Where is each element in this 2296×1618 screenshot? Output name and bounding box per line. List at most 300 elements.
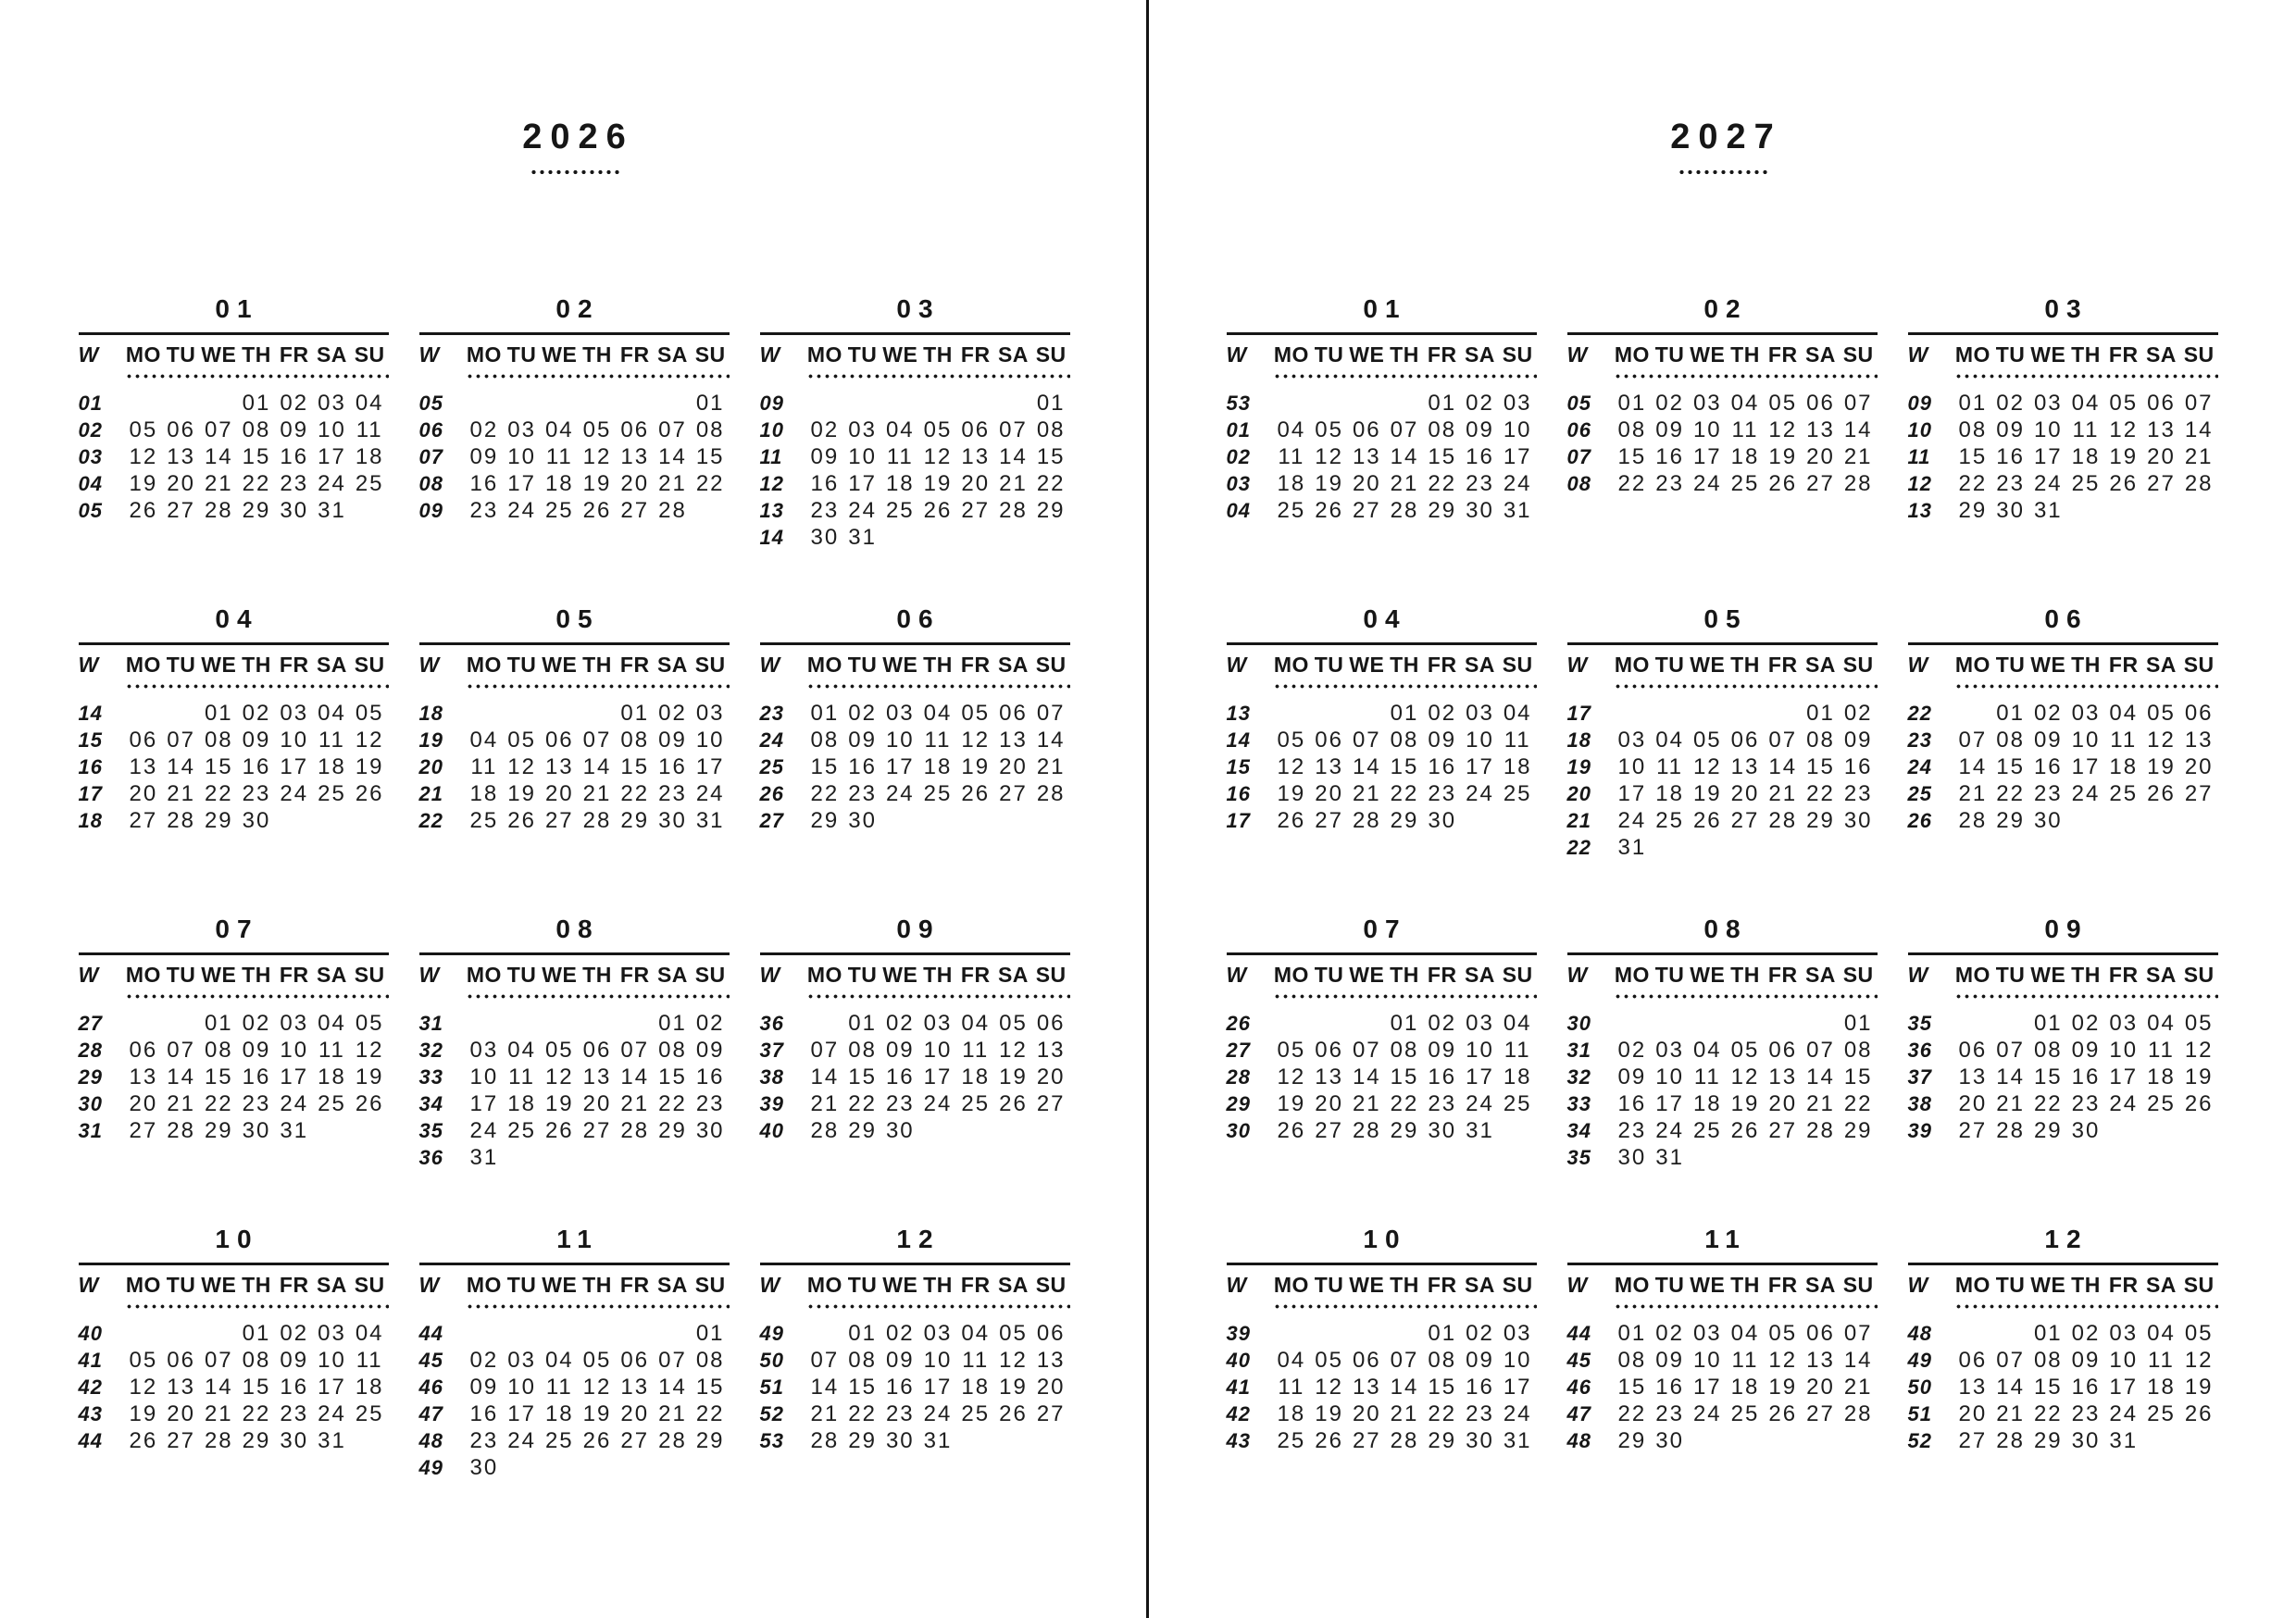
day-cell: 02 — [885, 1010, 915, 1036]
day-cell: 28 — [1352, 807, 1381, 833]
day-cell: 29 — [1806, 807, 1835, 833]
dotted-rule — [1614, 1304, 1878, 1309]
weekday-header-su: SU — [1035, 1272, 1067, 1297]
week-row — [760, 1064, 1070, 1090]
month-title: 03 — [2044, 294, 2089, 323]
week-row — [79, 780, 389, 807]
week-number: 27 — [1226, 1038, 1251, 1062]
day-cell: 17 — [1503, 443, 1532, 469]
day-cell: 03 — [318, 390, 346, 416]
week-number: 52 — [1907, 1428, 1932, 1452]
weekday-header-row — [760, 1265, 1070, 1304]
day-cell: 11 — [318, 727, 345, 753]
day-cell: 05 — [1730, 1037, 1760, 1063]
weekday-header-w: W — [759, 962, 780, 987]
day-cell: 27 — [1768, 1117, 1798, 1143]
week-number: 21 — [418, 781, 443, 805]
day-cell: 07 — [1036, 700, 1066, 726]
day-cell: 14 — [658, 443, 687, 469]
week-number: 38 — [1907, 1091, 1932, 1115]
weekday-header-su: SU — [694, 652, 726, 677]
day-cell: 24 — [1617, 807, 1647, 833]
day-cell: 12 — [1315, 1374, 1343, 1400]
day-cell: 24 — [318, 1400, 346, 1426]
day-cell: 25 — [355, 1400, 384, 1426]
day-cell: 13 — [620, 1374, 650, 1400]
week-number: 24 — [759, 728, 784, 752]
day-cell: 16 — [1617, 1090, 1647, 1116]
day-cell: 24 — [1503, 1400, 1532, 1426]
weekday-header-mo: MO — [1954, 342, 1990, 367]
week-row — [79, 1320, 389, 1347]
month-2027-12 — [1908, 1226, 2218, 1536]
week-row — [79, 1090, 389, 1117]
weekday-header-w: W — [78, 652, 99, 677]
day-cell: 07 — [999, 417, 1028, 442]
weekday-header-sa: SA — [1464, 1272, 1495, 1297]
weekday-header-th: TH — [242, 962, 271, 987]
day-cell: 02 — [2033, 700, 2063, 726]
week-number: 43 — [78, 1401, 103, 1425]
day-cell: 28 — [1806, 1117, 1835, 1143]
day-cell: 15 — [810, 753, 840, 779]
week-number: 51 — [1907, 1401, 1932, 1425]
day-cell: 20 — [1730, 780, 1760, 806]
week-row — [1227, 470, 1537, 497]
weekday-header-fr: FR — [2108, 342, 2139, 367]
week-number: 34 — [1566, 1118, 1591, 1142]
day-cell: 15 — [1996, 753, 2025, 779]
day-cell: 31 — [695, 807, 725, 833]
day-cell: 11 — [1504, 1037, 1531, 1063]
months-grid-2026 — [79, 295, 1070, 1536]
day-cell: 08 — [1843, 1037, 1873, 1063]
day-cell: 13 — [1958, 1374, 1988, 1400]
day-cell: 03 — [2109, 1010, 2139, 1036]
day-cell: 07 — [167, 1037, 195, 1063]
day-cell: 13 — [2147, 417, 2176, 442]
day-cell: 13 — [582, 1064, 612, 1089]
day-cell: 26 — [999, 1400, 1028, 1426]
month-2027-01 — [1227, 295, 1537, 605]
weekday-header-row — [419, 1265, 730, 1304]
week-number: 11 — [759, 444, 783, 468]
day-cell: 23 — [1617, 1117, 1647, 1143]
day-cell: 04 — [2071, 390, 2101, 416]
day-cell: 14 — [1996, 1374, 2025, 1400]
weekday-header-mo: MO — [1614, 652, 1650, 677]
day-cell: 05 — [961, 700, 991, 726]
day-cell: 01 — [1428, 1320, 1457, 1346]
week-row — [419, 390, 730, 417]
day-cell: 01 — [2033, 1320, 2063, 1346]
week-row — [1908, 417, 2218, 443]
year-dotted-divider — [530, 169, 619, 175]
weekday-header-fr: FR — [960, 342, 991, 367]
day-cell: 03 — [885, 700, 915, 726]
day-cell: 17 — [695, 753, 725, 779]
weekday-header-fr: FR — [960, 652, 991, 677]
day-cell: 06 — [1315, 1037, 1343, 1063]
month-2027-06 — [1908, 605, 2218, 915]
weekday-header-sa: SA — [2145, 962, 2177, 987]
day-cell: 16 — [242, 1064, 271, 1089]
day-cell: 12 — [129, 443, 158, 469]
weekday-header-we: WE — [201, 1272, 237, 1297]
week-row — [1908, 1374, 2218, 1400]
week-number: 35 — [1907, 1011, 1932, 1035]
weekday-header-fr: FR — [1427, 1272, 1457, 1297]
weekday-header-fr: FR — [1427, 652, 1457, 677]
day-cell: 10 — [923, 1037, 953, 1063]
day-cell: 10 — [1503, 1347, 1532, 1373]
day-cell: 09 — [280, 417, 309, 442]
week-row — [760, 443, 1070, 470]
day-cell: 11 — [2147, 1347, 2175, 1373]
day-cell: 18 — [544, 470, 574, 496]
weekday-header-w: W — [418, 962, 440, 987]
day-cell: 22 — [695, 470, 725, 496]
day-cell: 05 — [507, 727, 536, 753]
week-row — [1227, 753, 1537, 780]
day-cell: 11 — [508, 1064, 536, 1089]
weekday-header-th: TH — [2071, 342, 2101, 367]
day-cell: 16 — [658, 753, 687, 779]
page-right-2027 — [1148, 0, 2296, 1618]
week-row — [1567, 1374, 1878, 1400]
weekday-header-su: SU — [1842, 1272, 1874, 1297]
weekday-header-w: W — [418, 652, 440, 677]
week-number: 49 — [1907, 1348, 1932, 1372]
day-cell: 05 — [2184, 1010, 2214, 1036]
day-cell: 07 — [1958, 727, 1988, 753]
day-cell: 24 — [923, 1090, 953, 1116]
weekday-header-su: SU — [2183, 962, 2215, 987]
day-cell: 14 — [1352, 1064, 1381, 1089]
week-number: 25 — [1907, 781, 1932, 805]
day-cell: 11 — [1278, 1374, 1305, 1400]
day-cell: 16 — [2033, 753, 2063, 779]
day-cell: 28 — [1996, 1117, 2025, 1143]
day-cell: 27 — [1315, 807, 1343, 833]
day-cell: 18 — [2109, 753, 2139, 779]
day-cell: 06 — [1958, 1347, 1988, 1373]
day-cell: 16 — [885, 1374, 915, 1400]
weekday-header-mo: MO — [1954, 652, 1990, 677]
day-cell: 08 — [204, 727, 233, 753]
day-cell: 29 — [848, 1117, 877, 1143]
week-number: 47 — [418, 1401, 443, 1425]
week-row — [1567, 727, 1878, 753]
day-cell: 17 — [2071, 753, 2101, 779]
month-title: 02 — [555, 294, 600, 323]
week-number: 37 — [1907, 1064, 1932, 1089]
week-row — [79, 1427, 389, 1454]
day-cell: 01 — [1958, 390, 1988, 416]
day-cell: 06 — [2184, 700, 2214, 726]
day-cell: 15 — [1428, 1374, 1457, 1400]
weekday-header-mo: MO — [466, 652, 502, 677]
day-cell: 08 — [2033, 1037, 2063, 1063]
day-cell: 21 — [1996, 1090, 2025, 1116]
day-cell: 07 — [1390, 1347, 1419, 1373]
day-cell: 25 — [1503, 780, 1532, 806]
day-cell: 29 — [810, 807, 840, 833]
weekday-header-th: TH — [582, 962, 612, 987]
weekday-header-su: SU — [1842, 652, 1874, 677]
weekday-header-sa: SA — [316, 652, 347, 677]
week-number: 48 — [418, 1428, 443, 1452]
day-cell: 06 — [1036, 1010, 1066, 1036]
day-cell: 12 — [1277, 1064, 1306, 1089]
weekday-header-we: WE — [542, 1272, 578, 1297]
day-cell: 13 — [1806, 1347, 1835, 1373]
day-cell: 10 — [318, 417, 346, 442]
day-cell: 13 — [1315, 753, 1343, 779]
month-2026-03 — [760, 295, 1070, 605]
day-cell: 16 — [469, 1400, 499, 1426]
weekday-header-we: WE — [1690, 962, 1726, 987]
week-row — [79, 1347, 389, 1374]
day-cell: 13 — [1352, 443, 1381, 469]
day-cell: 27 — [129, 1117, 158, 1143]
day-cell: 26 — [582, 497, 612, 523]
week-row — [1227, 1427, 1537, 1454]
day-cell: 29 — [1958, 497, 1988, 523]
day-cell: 16 — [1843, 753, 1873, 779]
day-cell: 12 — [582, 443, 612, 469]
day-cell: 09 — [469, 1374, 499, 1400]
day-cell: 21 — [1843, 1374, 1873, 1400]
day-cell: 13 — [620, 443, 650, 469]
dotted-rule — [1273, 374, 1537, 379]
week-row — [1908, 700, 2218, 727]
weekday-header-we: WE — [882, 1272, 918, 1297]
day-cell: 27 — [2184, 780, 2214, 806]
day-cell: 11 — [1731, 417, 1759, 442]
day-cell: 29 — [1843, 1117, 1873, 1143]
day-cell: 09 — [242, 1037, 271, 1063]
week-number: 18 — [418, 701, 443, 725]
week-row — [760, 753, 1070, 780]
day-cell: 17 — [885, 753, 915, 779]
month-2027-05 — [1567, 605, 1878, 915]
week-number: 48 — [1907, 1321, 1932, 1345]
weekday-header-mo: MO — [806, 342, 842, 367]
day-cell: 11 — [1731, 1347, 1759, 1373]
day-cell: 12 — [1768, 417, 1798, 442]
week-number: 36 — [418, 1145, 443, 1169]
day-cell: 30 — [2071, 1427, 2101, 1453]
day-cell: 08 — [848, 1347, 877, 1373]
weekday-header-sa: SA — [997, 1272, 1029, 1297]
weekday-header-mo: MO — [1614, 1272, 1650, 1297]
weekday-header-su: SU — [1035, 962, 1067, 987]
week-row — [760, 417, 1070, 443]
day-cell: 21 — [810, 1090, 840, 1116]
day-cell: 15 — [242, 443, 271, 469]
day-cell: 29 — [2033, 1117, 2063, 1143]
day-cell: 17 — [923, 1374, 953, 1400]
dotted-rule — [1273, 1304, 1537, 1309]
day-cell: 25 — [2071, 470, 2101, 496]
week-number: 13 — [1226, 701, 1251, 725]
day-cell: 19 — [129, 1400, 158, 1426]
weekday-header-w: W — [1907, 652, 1928, 677]
day-cell: 27 — [1036, 1400, 1066, 1426]
week-row — [1908, 1037, 2218, 1064]
week-row — [1567, 1320, 1878, 1347]
day-cell: 29 — [695, 1427, 725, 1453]
day-cell: 04 — [1730, 390, 1760, 416]
day-cell: 08 — [658, 1037, 687, 1063]
weekday-header-w: W — [1907, 342, 1928, 367]
day-cell: 05 — [1768, 1320, 1798, 1346]
week-number: 41 — [78, 1348, 103, 1372]
day-cell: 13 — [2184, 727, 2214, 753]
weekday-header-fr: FR — [1767, 962, 1798, 987]
day-cell: 23 — [2071, 1090, 2101, 1116]
week-row — [79, 497, 389, 524]
week-row — [760, 470, 1070, 497]
dotted-rule — [125, 374, 389, 379]
dotted-rule — [806, 994, 1070, 999]
day-cell: 17 — [1692, 443, 1722, 469]
weekday-header-sa: SA — [2145, 652, 2177, 677]
day-cell: 13 — [999, 727, 1028, 753]
day-cell: 09 — [1466, 1347, 1494, 1373]
weekday-header-we: WE — [1349, 342, 1385, 367]
day-cell: 31 — [318, 497, 346, 523]
day-cell: 19 — [582, 1400, 612, 1426]
weekday-header-tu: TU — [506, 962, 537, 987]
day-cell: 02 — [1843, 700, 1873, 726]
day-cell: 04 — [961, 1320, 991, 1346]
day-cell: 28 — [1958, 807, 1988, 833]
weekday-header-we: WE — [201, 342, 237, 367]
weekday-header-row — [1227, 335, 1537, 374]
day-cell: 05 — [999, 1320, 1028, 1346]
week-row — [1227, 700, 1537, 727]
day-cell: 24 — [1692, 470, 1722, 496]
day-cell: 08 — [810, 727, 840, 753]
day-cell: 29 — [1996, 807, 2025, 833]
weekday-header-su: SU — [1842, 342, 1874, 367]
day-cell: 29 — [242, 497, 271, 523]
month-title: 09 — [2044, 915, 2089, 943]
day-cell: 26 — [355, 780, 384, 806]
dotted-rule — [1954, 1304, 2218, 1309]
month-2026-07 — [79, 915, 389, 1226]
weekday-header-mo: MO — [1614, 962, 1650, 987]
day-cell: 04 — [544, 417, 574, 442]
day-cell: 19 — [2184, 1064, 2214, 1089]
weekday-header-th: TH — [923, 1272, 953, 1297]
week-row — [79, 700, 389, 727]
weekday-header-th: TH — [2071, 1272, 2101, 1297]
day-cell: 12 — [355, 727, 384, 753]
month-2026-09 — [760, 915, 1070, 1226]
weekday-header-su: SU — [1035, 342, 1067, 367]
week-number: 07 — [1566, 444, 1591, 468]
week-number: 35 — [418, 1118, 443, 1142]
day-cell: 15 — [204, 1064, 233, 1089]
week-number: 39 — [759, 1091, 784, 1115]
week-number: 37 — [759, 1038, 784, 1062]
day-cell: 20 — [1958, 1400, 1988, 1426]
weekday-header-w: W — [1566, 1272, 1588, 1297]
week-number: 26 — [1226, 1011, 1251, 1035]
week-number: 34 — [418, 1091, 443, 1115]
weekday-header-tu: TU — [847, 1272, 878, 1297]
day-cell: 21 — [1352, 1090, 1381, 1116]
day-cell: 11 — [1504, 727, 1531, 753]
month-2027-07 — [1227, 915, 1537, 1226]
day-cell: 18 — [1503, 1064, 1532, 1089]
day-cell: 07 — [167, 727, 195, 753]
day-cell: 03 — [1617, 727, 1647, 753]
day-cell: 29 — [242, 1427, 271, 1453]
day-cell: 20 — [1806, 443, 1835, 469]
week-row — [1567, 1347, 1878, 1374]
day-cell: 07 — [1996, 1037, 2025, 1063]
day-cell: 02 — [1996, 390, 2025, 416]
week-row — [1908, 807, 2218, 834]
day-cell: 02 — [2071, 1320, 2101, 1346]
day-cell: 21 — [1390, 1400, 1419, 1426]
weekday-header-sa: SA — [316, 962, 347, 987]
day-cell: 14 — [1352, 753, 1381, 779]
weekday-header-mo: MO — [466, 342, 502, 367]
day-cell: 31 — [1617, 834, 1647, 860]
day-cell: 13 — [544, 753, 574, 779]
day-cell: 14 — [167, 1064, 195, 1089]
day-cell: 10 — [885, 727, 915, 753]
day-cell: 25 — [507, 1117, 536, 1143]
day-cell: 03 — [507, 1347, 536, 1373]
week-number: 32 — [418, 1038, 443, 1062]
day-cell: 11 — [2147, 1037, 2175, 1063]
day-cell: 24 — [1692, 1400, 1722, 1426]
day-cell: 06 — [129, 1037, 158, 1063]
day-cell: 30 — [695, 1117, 725, 1143]
week-number: 36 — [1907, 1038, 1932, 1062]
day-cell: 10 — [923, 1347, 953, 1373]
day-cell: 10 — [507, 1374, 536, 1400]
day-cell: 26 — [1730, 1117, 1760, 1143]
day-cell: 30 — [242, 807, 271, 833]
week-number: 42 — [78, 1375, 103, 1399]
week-row — [760, 497, 1070, 524]
day-cell: 28 — [810, 1117, 840, 1143]
weekday-header-th: TH — [1730, 342, 1760, 367]
day-cell: 15 — [242, 1374, 271, 1400]
day-cell: 29 — [1428, 1427, 1457, 1453]
day-cell: 07 — [2184, 390, 2214, 416]
day-cell: 22 — [1390, 1090, 1419, 1116]
day-cell: 16 — [242, 753, 271, 779]
month-title: 04 — [1363, 604, 1407, 633]
dotted-rule — [125, 994, 389, 999]
weekday-header-row — [79, 645, 389, 684]
week-row — [760, 700, 1070, 727]
week-row — [1908, 1064, 2218, 1090]
week-number: 14 — [78, 701, 103, 725]
week-number: 26 — [759, 781, 784, 805]
day-cell: 13 — [1958, 1064, 1988, 1089]
weekday-header-su: SU — [354, 652, 385, 677]
day-cell: 06 — [544, 727, 574, 753]
